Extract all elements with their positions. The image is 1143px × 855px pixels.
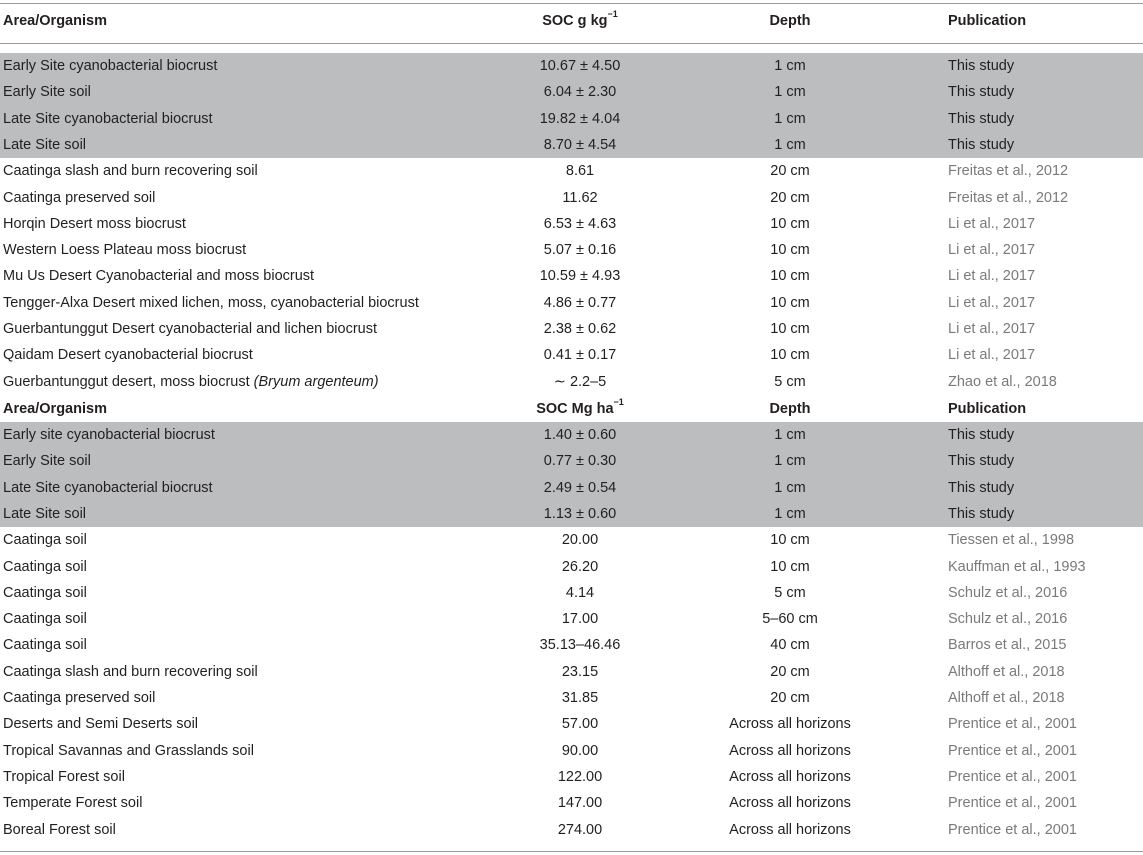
cell-soc: 90.00 [561,742,599,759]
table-row [0,342,1143,368]
table-row [0,501,1143,527]
table-row [0,158,1143,184]
cell-soc: 4.86 ± 0.77 [543,294,617,311]
cell-soc: 5.07 ± 0.16 [543,242,617,259]
cell-depth: 10 cm [770,215,810,232]
cell-area: Boreal Forest soil [3,821,116,838]
cell-depth: 1 cm [774,479,806,496]
cell-soc: 31.85 [561,690,599,706]
cell-area: Qaidam Desert cyanobacterial biocrust [3,347,253,364]
cell-depth: 10 cm [770,242,810,259]
cell-depth: 1 cm [774,427,806,443]
table-row [0,290,1143,316]
cell-depth: 1 cm [774,58,806,74]
cell-publication: Barros et al., 2015 [948,637,1067,654]
cell-publication: This study [948,84,1015,101]
cell-soc: 10.67 ± 4.50 [539,58,621,74]
cell-soc: 6.53 ± 4.63 [543,215,617,232]
cell-soc: 147.00 [557,795,603,812]
cell-area: Early site cyanobacterial biocrust [3,427,215,443]
table-row [0,738,1143,764]
cell-soc: 19.82 ± 4.04 [539,110,621,127]
table-top-rule [0,3,1143,4]
table-row [0,53,1143,79]
cell-depth: 1 cm [774,505,806,522]
cell-publication: This study [948,453,1015,470]
cell-depth: Across all horizons [729,795,851,812]
cell-area: Tropical Forest soil [3,768,125,785]
cell-area: Deserts and Semi Deserts soil [3,716,199,733]
cell-depth: 5–60 cm [762,611,818,628]
cell-depth: 5 cm [774,584,806,601]
cell-publication: This study [948,505,1015,522]
cell-publication: Prentice et al., 2001 [948,795,1077,812]
header-soc-label: SOC Mg ha [536,400,614,417]
table-row [0,185,1143,211]
table-row [0,764,1143,790]
cell-depth: 10 cm [770,532,810,549]
header-publication: Publication [948,13,1027,29]
cell-depth: Across all horizons [729,821,851,838]
cell-soc: 8.61 [565,163,595,180]
cell-soc: 2.38 ± 0.62 [543,321,617,337]
cell-depth: 40 cm [770,637,810,654]
header-soc-unit-exponent: −1 [613,396,624,407]
cell-depth: 20 cm [770,189,810,206]
header-publication: Publication [948,400,1027,417]
cell-area: Caatinga soil [3,637,87,654]
cell-depth: 1 cm [774,84,806,101]
cell-publication: Althoff et al., 2018 [948,690,1065,706]
cell-soc: 122.00 [557,768,603,785]
cell-publication: Li et al., 2017 [948,242,1036,259]
cell-area: Guerbantunggut Desert cyanobacterial and lichen biocrust [3,321,378,337]
cell-depth: 20 cm [770,690,810,706]
cell-publication: This study [948,136,1015,153]
cell-publication: This study [948,110,1015,127]
cell-publication: Zhao et al., 2018 [948,374,1057,390]
cell-publication: Althoff et al., 2018 [948,663,1065,680]
cell-publication: Tiessen et al., 1998 [948,532,1075,549]
table-row [0,580,1143,606]
cell-publication: Prentice et al., 2001 [948,821,1077,838]
cell-soc: 57.00 [561,716,599,733]
cell-depth: 1 cm [774,136,806,153]
cell-area: Caatinga preserved soil [3,189,156,206]
cell-area: Early Site soil [3,453,91,470]
table-subheader-row [0,396,1143,422]
header-area: Area/Organism [3,400,107,417]
cell-area-text: Guerbantunggut desert, moss biocrust [3,374,254,390]
cell-publication: Kauffman et al., 1993 [948,558,1086,575]
table-bottom-rule [0,851,1143,852]
header-soc [480,8,680,34]
cell-area: Mu Us Desert Cyanobacterial and moss biocrust [3,268,315,285]
header-soc [480,396,680,422]
cell-area: Early Site soil [3,84,91,101]
table-row [0,106,1143,132]
table-row [0,448,1143,474]
cell-depth: 1 cm [774,453,806,470]
cell-area [3,369,379,395]
cell-publication: Li et al., 2017 [948,347,1036,364]
cell-soc: 35.13–46.46 [539,637,621,654]
header-area: Area/Organism [3,13,107,29]
table-row [0,554,1143,580]
table-row [0,685,1143,711]
cell-soc: 23.15 [561,663,599,680]
table-row [0,422,1143,448]
header-depth: Depth [769,13,811,29]
cell-area: Caatinga soil [3,558,87,575]
cell-depth: 10 cm [770,558,810,575]
cell-publication: Prentice et al., 2001 [948,768,1077,785]
cell-soc: 4.14 [565,584,595,601]
cell-area: Late Site soil [3,136,87,153]
cell-publication: Prentice et al., 2001 [948,716,1077,733]
cell-soc: 17.00 [561,611,599,628]
cell-publication: This study [948,58,1015,74]
cell-soc: 11.62 [562,189,598,206]
cell-soc: 0.77 ± 0.30 [543,453,617,470]
table-row [0,606,1143,632]
cell-publication: This study [948,427,1015,443]
table-row [0,632,1143,658]
cell-area: Caatinga soil [3,532,87,549]
cell-depth: 20 cm [770,663,810,680]
table-row [0,790,1143,816]
cell-publication: Li et al., 2017 [948,215,1036,232]
cell-depth: Across all horizons [729,768,851,785]
cell-publication: Schulz et al., 2016 [948,611,1068,628]
table-row [0,527,1143,553]
cell-area: Caatinga slash and burn recovering soil [3,663,258,680]
table-row [0,132,1143,158]
cell-area: Horqin Desert moss biocrust [3,215,186,232]
cell-depth: 5 cm [774,374,806,390]
cell-publication: Freitas et al., 2012 [948,163,1069,180]
cell-depth: Across all horizons [729,716,851,733]
cell-soc: 2.49 ± 0.54 [543,479,617,496]
cell-publication: Prentice et al., 2001 [948,742,1077,759]
header-rule [0,43,1143,44]
cell-depth: 20 cm [770,163,810,180]
table-row [0,263,1143,289]
cell-publication: Schulz et al., 2016 [948,584,1068,601]
cell-depth: 1 cm [774,110,806,127]
cell-area: Early Site cyanobacterial biocrust [3,58,218,74]
table-row [0,475,1143,501]
table-header-row [0,8,1143,34]
cell-publication: Li et al., 2017 [948,321,1036,337]
cell-depth: Across all horizons [729,742,851,759]
table-row [0,711,1143,737]
header-soc-label: SOC g kg [542,13,608,29]
cell-depth: 10 cm [770,321,810,337]
cell-area: Caatinga slash and burn recovering soil [3,163,258,180]
cell-area: Caatinga preserved soil [3,690,156,706]
cell-publication: Li et al., 2017 [948,294,1036,311]
cell-depth: 10 cm [770,294,810,311]
header-soc-unit-exponent: −1 [607,9,618,20]
table-row [0,237,1143,263]
cell-area: Caatinga soil [3,584,87,601]
cell-soc: 1.13 ± 0.60 [543,505,617,522]
cell-area: Caatinga soil [3,611,87,628]
cell-soc: 10.59 ± 4.93 [539,268,621,285]
cell-publication: This study [948,479,1015,496]
cell-soc: ∼ 2.2–5 [553,374,607,390]
cell-soc: 8.70 ± 4.54 [543,136,617,153]
cell-area: Late Site cyanobacterial biocrust [3,479,213,496]
cell-soc: 0.41 ± 0.17 [543,347,617,364]
cell-soc: 26.20 [561,558,599,575]
cell-area: Tropical Savannas and Grasslands soil [3,742,254,759]
cell-area: Western Loess Plateau moss biocrust [3,242,247,259]
cell-soc: 20.00 [561,532,599,549]
cell-area-species: (Bryum argenteum) [253,374,379,390]
cell-soc: 274.00 [557,821,603,838]
cell-soc: 6.04 ± 2.30 [543,84,617,101]
cell-publication: Li et al., 2017 [948,268,1036,285]
cell-area: Late Site soil [3,505,87,522]
header-depth: Depth [769,400,811,417]
table-row [0,659,1143,685]
cell-area: Late Site cyanobacterial biocrust [3,110,213,127]
cell-area: Tengger-Alxa Desert mixed lichen, moss, cyanobacterial biocrust [3,294,419,311]
cell-depth: 10 cm [770,268,810,285]
cell-soc: 1.40 ± 0.60 [543,427,617,443]
table-row [0,79,1143,105]
cell-publication: Freitas et al., 2012 [948,189,1069,206]
table-row [0,316,1143,342]
table-row [0,817,1143,843]
table-row [0,211,1143,237]
table-row [0,369,1143,395]
cell-area: Temperate Forest soil [3,795,143,812]
cell-depth: 10 cm [770,347,810,364]
